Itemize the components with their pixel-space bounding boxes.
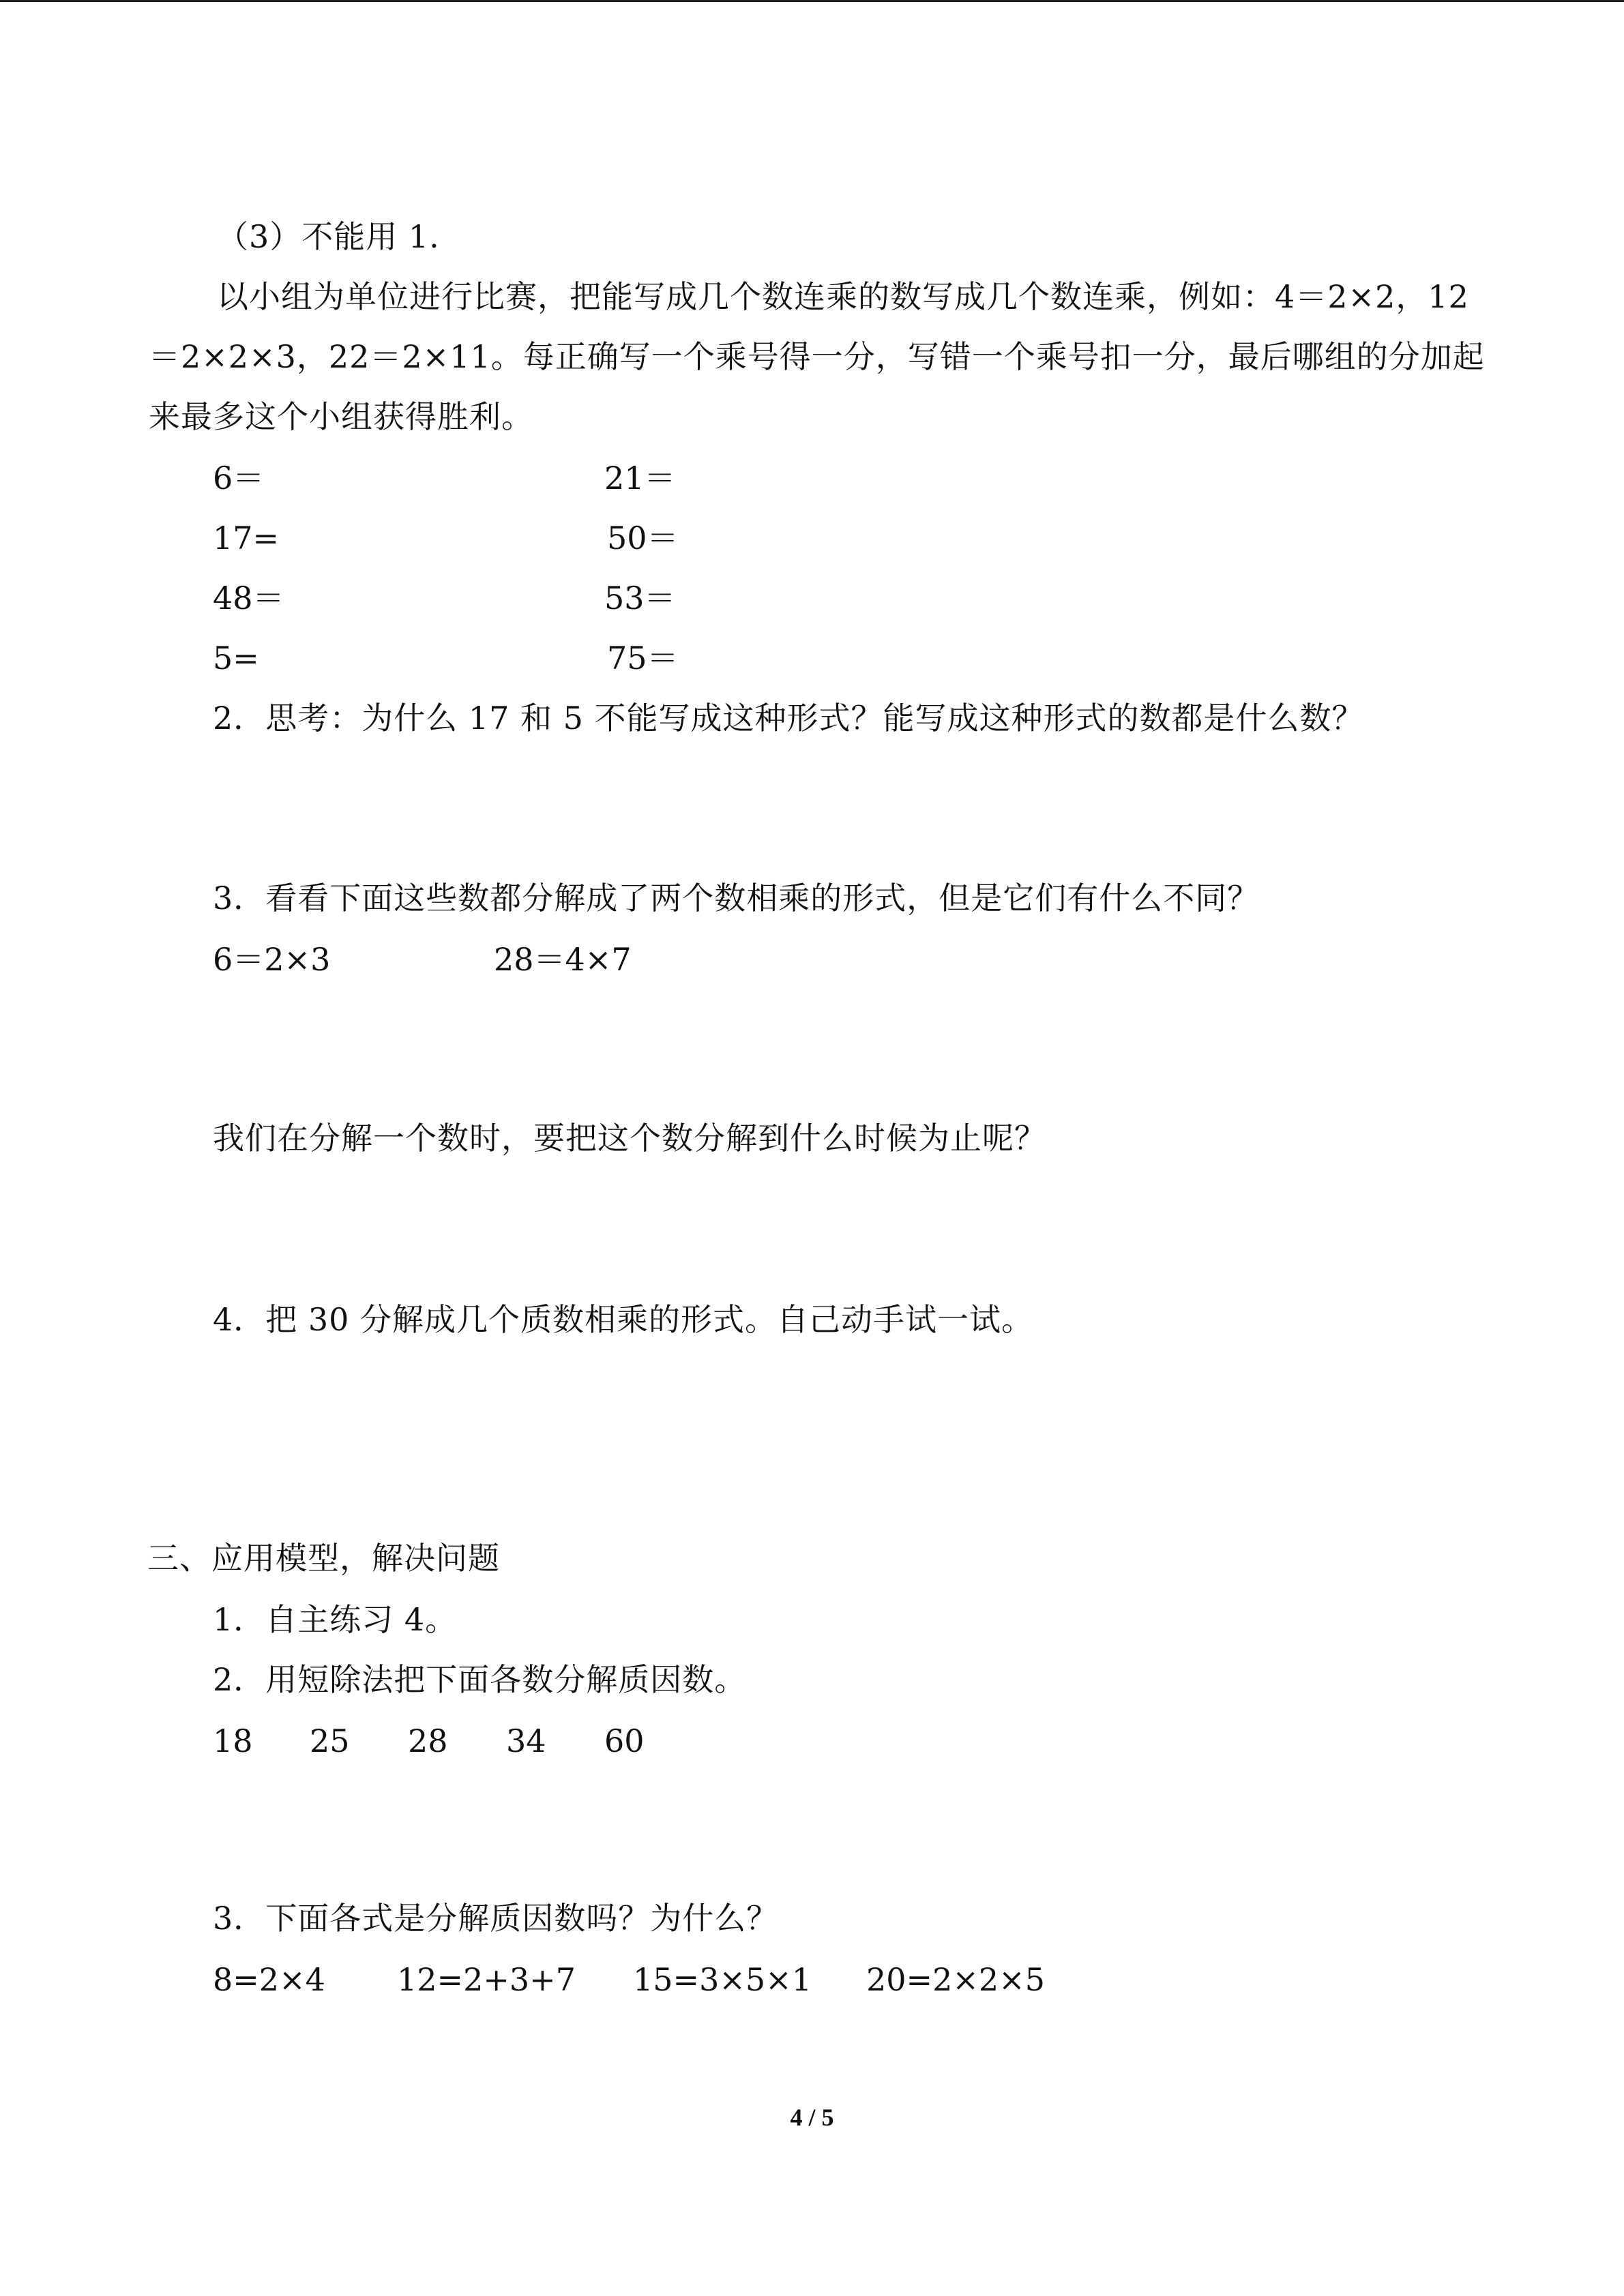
section-3-item-3: 3．下面各式是分解质因数吗？为什么？ bbox=[213, 1900, 779, 1937]
game-instructions-line-2: ＝2×2×3，22＝2×11。每正确写一个乘号得一分，写错一个乘号扣一分，最后哪组的分加起 bbox=[149, 338, 1485, 375]
factor-expression: 20=2×2×5 bbox=[866, 1961, 1045, 1998]
question-4: 4．把 30 分解成几个质数相乘的形式。自己动手试一试。 bbox=[213, 1301, 1034, 1338]
question-3: 3．看看下面这些数都分解成了两个数相乘的形式，但是它们有什么不同？ bbox=[213, 880, 1260, 916]
rule-3-no-one: （3）不能用 1. bbox=[217, 218, 440, 255]
grid-left-item: 17= bbox=[213, 520, 280, 556]
number-to-factor: 28 bbox=[408, 1723, 448, 1759]
factor-expression: 8=2×4 bbox=[213, 1961, 325, 1998]
page-number: 4 / 5 bbox=[790, 2104, 834, 2131]
number-to-factor: 34 bbox=[506, 1723, 546, 1759]
number-to-factor: 25 bbox=[310, 1723, 350, 1759]
section-3-item-2: 2．用短除法把下面各数分解质因数。 bbox=[213, 1661, 747, 1698]
number-to-factor: 60 bbox=[604, 1723, 645, 1759]
number-to-factor: 18 bbox=[213, 1723, 253, 1759]
factor-expression: 12=2+3+7 bbox=[397, 1961, 576, 1998]
example-expression: 6＝2×3 bbox=[213, 941, 331, 978]
question-3-followup: 我们在分解一个数时，要把这个数分解到什么时候为止呢？ bbox=[213, 1120, 1046, 1157]
grid-left-item: 5= bbox=[213, 640, 259, 676]
grid-left-item: 6＝ bbox=[213, 460, 265, 496]
game-instructions-line-3: 来最多这个小组获得胜利。 bbox=[149, 398, 533, 435]
factor-expression: 15=3×5×1 bbox=[633, 1961, 812, 1998]
grid-right-item: 75＝ bbox=[607, 640, 679, 676]
grid-right-item: 21＝ bbox=[604, 460, 676, 496]
game-instructions-line-1: 以小组为单位进行比赛，把能写成几个数连乘的数写成几个数连乘，例如：4＝2×2，12 bbox=[217, 278, 1469, 315]
section-3-item-1: 1．自主练习 4。 bbox=[213, 1601, 458, 1638]
question-2: 2．思考：为什么 17 和 5 不能写成这种形式？能写成这种形式的数都是什么数？ bbox=[213, 700, 1364, 736]
example-expression: 28＝4×7 bbox=[494, 941, 632, 978]
grid-right-item: 50＝ bbox=[607, 520, 679, 556]
grid-left-item: 48＝ bbox=[213, 580, 284, 616]
section-3-heading: 三、应用模型，解决问题 bbox=[147, 1540, 500, 1577]
grid-right-item: 53＝ bbox=[604, 580, 676, 616]
